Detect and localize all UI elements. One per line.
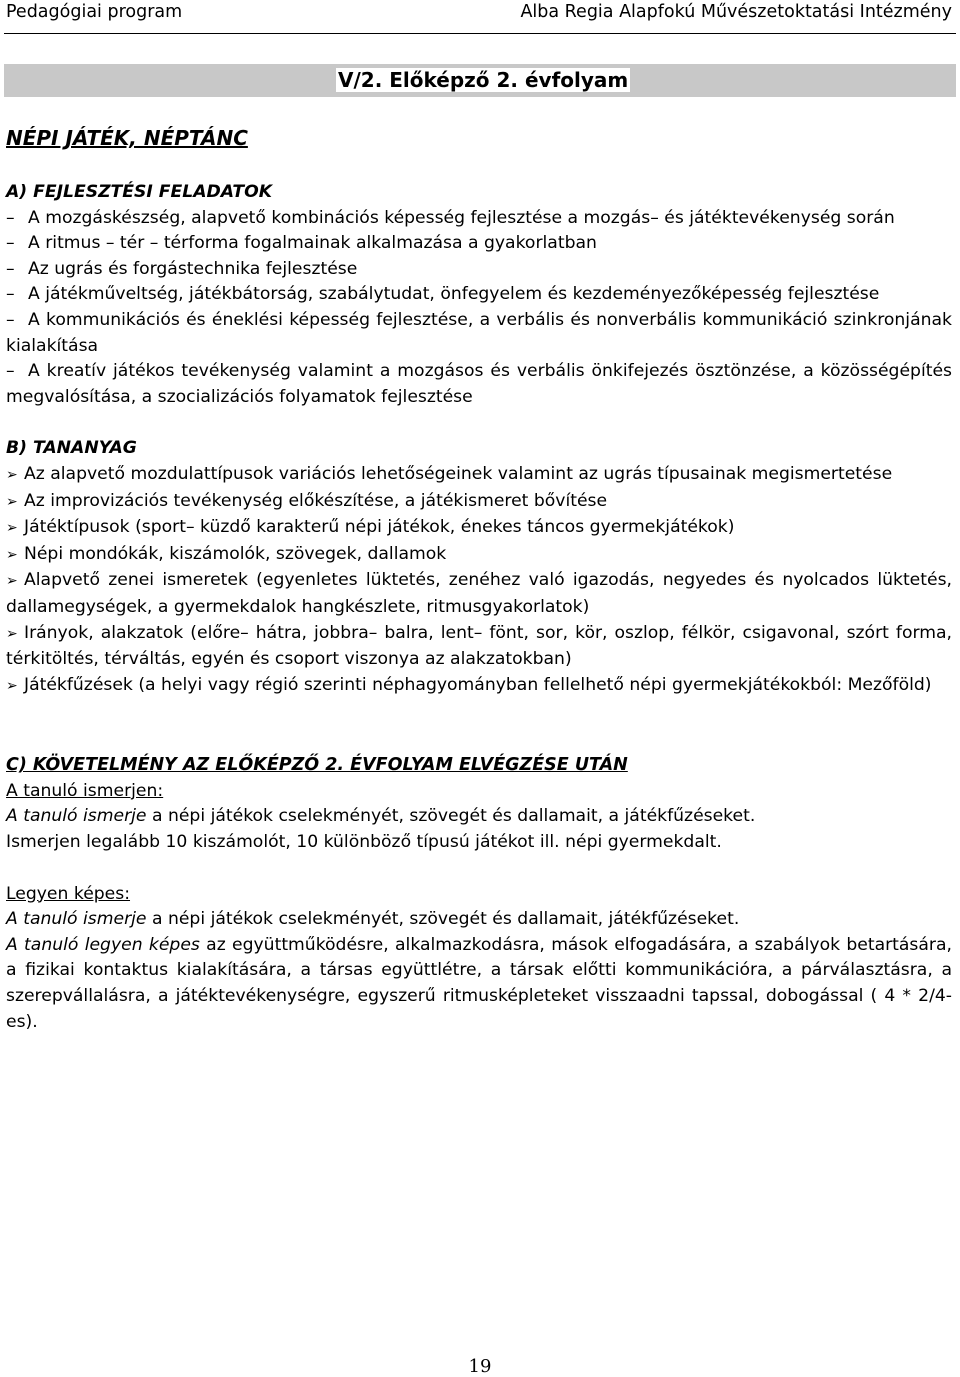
list-item: – A ritmus – tér – térforma fogalmainak alkalmazása a gyakorlatban [6, 233, 597, 254]
arrow-bullet-icon: ➢ [6, 573, 18, 590]
list-item: ➢ Az alapvető mozdulattípusok variációs lehetőségeinek valamint az ugrás típusainak megismertetése [6, 462, 952, 489]
list-item: – A kommunikációs és éneklési képesség fejlesztése, a verbális és nonverbális kommunikáció szinkronjának kialakítása [6, 309, 952, 356]
arrow-bullet-icon: ➢ [6, 493, 18, 510]
section-title: V/2. Előképző 2. évfolyam [338, 68, 629, 92]
document-body [6, 180, 952, 1035]
kepes-label: Legyen képes: [6, 883, 131, 904]
subject-title: NÉPI JÁTÉK, NÉPTÁNC [6, 126, 248, 150]
section-b-heading: B) TANANYAG [6, 438, 137, 459]
list-item: ➢ Népi mondókák, kiszámolók, szövegek, dallamok [6, 542, 952, 569]
list-item: – A játékműveltség, játékbátorság, szabálytudat, önfegyelem és kezdeményezőképesség fejlesztése [6, 284, 880, 305]
list-item: ➢ Az improvizációs tevékenység előkészítése, a játékismeret bővítése [6, 489, 952, 516]
section-a-heading: A) FEJLESZTÉSI FELADATOK [6, 182, 273, 202]
kepes-line-1: A tanuló ismerje a népi játékok cselekményét, szövegét és dallamait, játékfűzéseket. [6, 909, 740, 930]
list-item: – Az ugrás és forgástechnika fejlesztése [6, 258, 358, 279]
list-item: – A kreatív játékos tevékenység valamint a mozgásos és verbális önkifejezés ösztönzése, a közösségépítés megvalósítása, a szocializációs folyamatok fejlesztése [6, 361, 952, 407]
arrow-bullet-icon: ➢ [6, 625, 18, 642]
arrow-bullet-icon: ➢ [6, 466, 18, 483]
header-right-text: Alba Regia Alapfokú Művészetoktatási Intézmény [520, 2, 952, 22]
page-number: 19 [468, 1356, 492, 1377]
header-divider [4, 33, 956, 34]
section-c-heading: C) KÖVETELMÉNY AZ ELŐKÉPZŐ 2. ÉVFOLYAM ELVÉGZÉSE UTÁN [6, 755, 628, 776]
list-item: ➢ Játéktípusok (sport– küzdő karakterű népi játékok, énekes táncos gyermekjátékok) [6, 515, 952, 542]
list-item: ➢ Irányok, alakzatok (előre– hátra, jobbra– balra, lent– fönt, sor, kör, oszlop, félkör, csigavonal, szórt forma, térkitöltés, térváltás, egyén és csoport viszonya az alakzatokban) [6, 622, 952, 670]
arrow-bullet-icon: ➢ [6, 677, 18, 694]
arrow-bullet-icon: ➢ [6, 546, 18, 563]
arrow-bullet-icon: ➢ [6, 520, 18, 537]
kepes-line-2: A tanuló legyen képes az együttműködésre, alkalmazkodásra, mások elfogadására, a szabályok betartására, a fizikai kontaktus kialakítására, a társas együttlétre, a társak előtti kommunikációra, a párválasztásra, a szerepvállalásra, a játéktevékenységre, egyszerű ritmusképleteket visszaadni tapssal, dobogással ( 4 * 2/4-es). [6, 934, 952, 1032]
ismerjen-line-1: A tanuló ismerje a népi játékok cselekményét, szövegét és dallamait, a játékfűzéseket. [6, 806, 756, 827]
ismerjen-label: A tanuló ismerjen: [6, 780, 164, 801]
list-item: ➢ Alapvető zenei ismeretek (egyenletes lüktetés, zenéhez való igazodás, negyedes és nyolcados lüktetés, dallamegységek, a gyermekdalok hangkészlete, ritmusgyakorlatok) [6, 570, 952, 617]
ismerjen-line-2: Ismerjen legalább 10 kiszámolót, 10 különböző típusú játékot ill. népi gyermekdalt. [6, 832, 722, 853]
page-header [6, 0, 952, 26]
header-left-text: Pedagógiai program [6, 2, 183, 22]
list-item: ➢ Játékfűzések (a helyi vagy régió szerinti néphagyományban fellelhető népi gyermekjátékokból: Mezőföld) [6, 673, 952, 700]
list-item: – A mozgáskészség, alapvető kombinációs képesség fejlesztése a mozgás– és játéktevékenység során [6, 207, 895, 228]
